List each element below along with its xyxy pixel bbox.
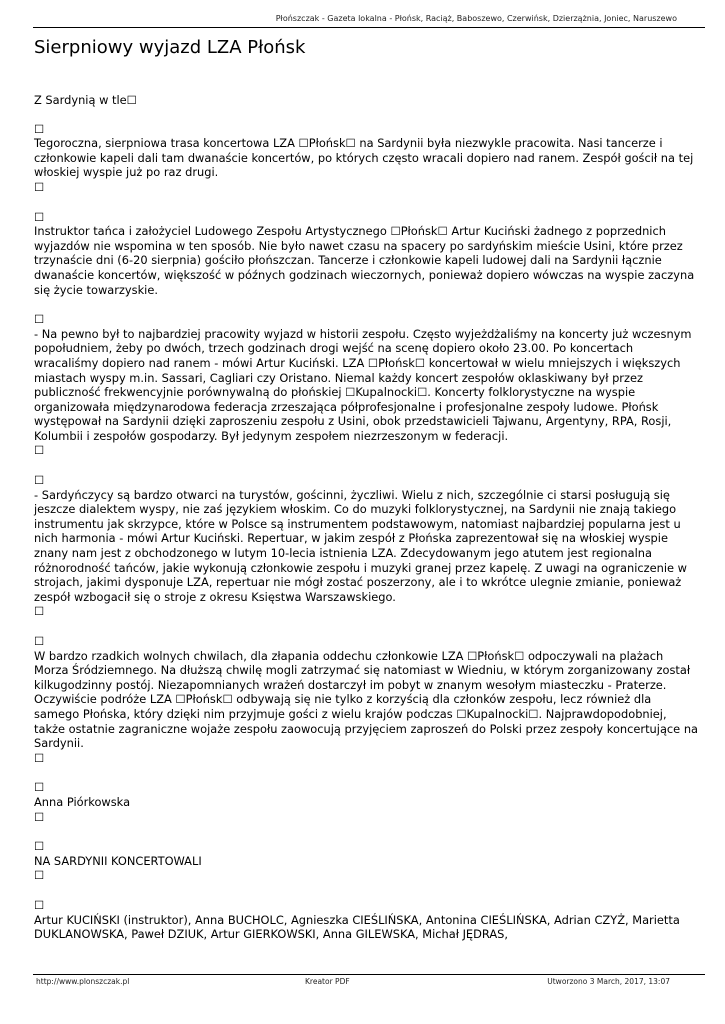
footer-created-date: Utworzono 3 March, 2017, 13:07 <box>547 977 670 986</box>
placeholder-glyph: ☐ <box>34 750 45 765</box>
footer-site-url[interactable]: http://www.plonszczak.pl <box>36 977 130 986</box>
section-heading: NA SARDYNII KONCERTOWALI <box>34 853 202 868</box>
site-header-line: Płońszczak - Gazeta lokalna - Płońsk, Raciąż, Baboszewo, Czerwińsk, Dzierzążnia, Joniec, Naruszewo <box>275 14 677 23</box>
article-paragraph: Tegoroczna, sierpniowa trasa koncertowa LZA ☐Płońsk☐ na Sardynii była niezwykle pracowita. Nasi tancerze i członkowie kapeli dali tam dwanaście koncertów, po których często wracali dopiero nad ranem. Zespół gościł na tej włoskiej wyspie już po raz drugi. <box>34 136 694 180</box>
page-title: Sierpniowy wyjazd LZA Płońsk <box>34 37 306 58</box>
footer-divider <box>33 974 705 975</box>
placeholder-glyph: ☐ <box>34 604 45 619</box>
placeholder-glyph: ☐ <box>34 443 45 458</box>
placeholder-glyph: ☐ <box>34 868 45 883</box>
article-paragraph: W bardzo rzadkich wolnych chwilach, dla złapania oddechu członkowie LZA ☐Płońsk☐ odpoczywali na plażach Morza Śródziemnego. Na dłuższą chwilę mogli zatrzymać się natomiast w Wiedniu, w którym zorganizowany został kilkugodzinny postój. Niezapomnianych wrażeń dostarczył im pobyt w znanym wesołym miasteczku - Praterze. Oczywiście podróże LZA ☐Płońsk☐ odbywają się nie tylko z korzyścią dla członków zespołu, lecz również dla samego Płońska, który dzięki nim przyjmuje gości z wielu krajów podczas ☐Kupalnocki☐. Najprawdopodobniej, także ostatnie zagraniczne wojaże zespołu zaowocują przyjęciem zaproszeń do Polski przez zespoły koncertujące na Sardynii. <box>34 648 699 751</box>
placeholder-glyph: ☐ <box>34 209 45 224</box>
article-author: Anna Piórkowska <box>34 794 131 809</box>
placeholder-glyph: ☐ <box>34 897 45 912</box>
article-paragraph: - Na pewno był to najbardziej pracowity wyjazd w historii zespołu. Często wyjeżdżaliśmy na koncerty już wczesnym popołudniem, żeby po dwóch, trzech godzinach drogi wejść na scenę dopiero około 23.00. Po koncertach wracaliśmy dopiero nad ranem - mówi Artur Kuciński. LZA ☐Płońsk☐ koncertował w wielu mniejszych i większych miastach wyspy m.in. Sassari, Cagliari czy Oristano. Niemal każdy koncert zespołów oklaskiwany był przez publiczność frekwencyjnie porównywalną do płońskiej ☐Kupalnocki☐. Koncerty folklorystyczne na wyspie organizowała międzynarodowa federacja zrzeszająca półprofesjonalne i profesjonalne zespoły ludowe. Płońsk występował na Sardynii dzięki zaproszeniu zespołu z Usini, obok przedstawicieli Tajwanu, Argentyny, RPA, Rosji, Kolumbii i zespołów gospodarzy. Był jedynym zespołem niezrzeszonym w federacji. <box>34 326 692 443</box>
article-paragraph: - Sardyńczycy są bardzo otwarci na turystów, gościnni, życzliwi. Wielu z nich, szczególnie ci starsi posługują się jeszcze dialektem wyspy, nie zaś językiem włoskim. Co do muzyki folklorystycznej, na Sardynii nie znają takiego instrumentu jak skrzypce, które w Polsce są instrumentem podstawowym, natomiast najbardziej popularna jest u nich harmonia - mówi Artur Kuciński. Repertuar, w jakim zespół z Płońska zaprezentował się na włoskiej wyspie znany nam jest z obchodzonego w lutym 10-lecia istnienia LZA. Zdecydowanym jego atutem jest regionalna różnorodność tańców, jakie wykonują członkowie zespołu i muzyki granej przez kapelę. Z uwagi na ograniczenie w strojach, jakimi dysponuje LZA, repertuar nie mógł zostać poszerzony, ale i to wkrótce ulegnie zmianie, ponieważ zespół wzbogacił się o stroje z okresu Księstwa Warszawskiego. <box>34 487 687 604</box>
placeholder-glyph: ☐ <box>34 121 45 136</box>
placeholder-glyph: ☐ <box>34 312 45 327</box>
footer-creator: Kreator PDF <box>305 977 350 986</box>
performers-list: Artur KUCIŃSKI (instruktor), Anna BUCHOLC, Agnieszka CIEŚLIŃSKA, Antonina CIEŚLIŃSKA, Adrian CZYŻ, Marietta DUKLANOWSKA, Paweł DZIUK, Artur GIERKOWSKI, Anna GILEWSKA, Michał JĘDRAS, <box>34 912 680 942</box>
placeholder-glyph: ☐ <box>34 179 45 194</box>
article-body <box>34 93 698 942</box>
placeholder-glyph: ☐ <box>34 839 45 854</box>
placeholder-glyph: ☐ <box>34 473 45 488</box>
header-divider <box>33 27 705 28</box>
placeholder-glyph: ☐ <box>34 634 45 648</box>
article-lead: Z Sardynią w tle☐ <box>34 93 137 107</box>
placeholder-glyph: ☐ <box>34 780 45 795</box>
article-paragraph: Instruktor tańca i założyciel Ludowego Zespołu Artystycznego ☐Płońsk☐ Artur Kuciński żadnego z poprzednich wyjazdów nie wspomina w ten sposób. Nie było nawet czasu na spacery po sardyńskim mieście Usini, które przez trzynaście dni (6-20 sierpnia) gościło płońszczan. Tancerze i członkowie kapeli ludowej dali na Sardynii łącznie dwanaście koncertów, większość w późnych godzinach wieczornych, ponieważ dopiero wówczas na wyspie zaczyna się życie towarzyskie. <box>34 224 695 297</box>
placeholder-glyph: ☐ <box>34 809 45 824</box>
